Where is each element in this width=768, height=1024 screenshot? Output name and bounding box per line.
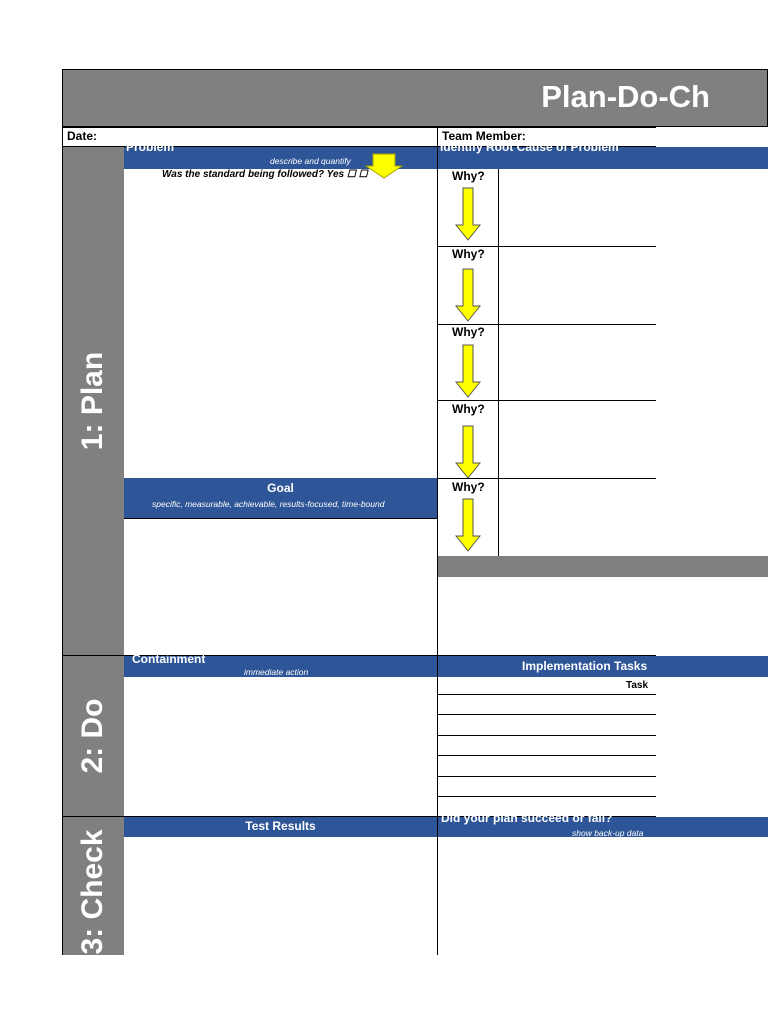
down-arrow-icon xyxy=(455,344,481,398)
page-bottom-margin xyxy=(0,955,768,1024)
page-title: Plan-Do-Ch xyxy=(541,79,710,114)
clip-mask xyxy=(656,677,768,817)
clip-mask xyxy=(656,169,768,556)
why-label-4: Why? xyxy=(452,402,485,416)
down-arrow-icon xyxy=(455,425,481,479)
containment-subtitle: immediate action xyxy=(244,667,309,677)
plan-result-title: Did your plan succeed or fail? xyxy=(441,811,613,825)
root-cause-title: Identify Root Cause of Problem xyxy=(440,140,619,154)
why-column-divider xyxy=(498,169,499,556)
down-arrow-icon xyxy=(455,187,481,241)
standard-question: Was the standard being followed? Yes ☐ ☐ xyxy=(162,169,368,180)
problem-title: Problem xyxy=(126,140,175,154)
check-section-label: 3: Check xyxy=(76,829,109,955)
why-label-5: Why? xyxy=(452,480,485,494)
yes-no-checkboxes[interactable]: ☐ ☐ xyxy=(346,169,368,180)
containment-title: Containment xyxy=(132,652,206,666)
do-section-label: 2: Do xyxy=(76,698,109,774)
test-results-title: Test Results xyxy=(245,819,316,833)
team-member-label: Team Member: xyxy=(442,129,526,143)
goal-subtitle: specific, measurable, achievable, results-focused, time-bound xyxy=(152,499,385,509)
frame-top-line xyxy=(62,127,656,128)
why-label-1: Why? xyxy=(452,169,485,183)
root-cause-footer-bar xyxy=(438,556,768,577)
clip-mask xyxy=(656,577,768,656)
down-arrow-icon xyxy=(455,268,481,322)
task-row-line xyxy=(438,776,656,777)
task-column-header: Task xyxy=(626,680,649,691)
plan-section-label: 1: Plan xyxy=(76,351,109,451)
problem-subtitle: describe and quantify xyxy=(270,156,351,166)
task-row-line xyxy=(438,755,656,756)
task-row-line xyxy=(438,735,656,736)
task-row-line xyxy=(438,796,656,797)
date-label: Date: xyxy=(67,129,98,143)
implementation-title: Implementation Tasks xyxy=(522,659,648,673)
goal-header-bottom xyxy=(124,518,437,519)
task-row-line xyxy=(438,694,656,695)
why-row-divider xyxy=(438,400,656,401)
why-label-2: Why? xyxy=(452,247,485,261)
why-label-3: Why? xyxy=(452,325,485,339)
clip-mask xyxy=(656,127,768,147)
goal-title: Goal xyxy=(267,481,294,495)
plan-result-subtitle: show back-up data xyxy=(572,828,644,838)
down-arrow-icon xyxy=(455,498,481,552)
problem-arrow-icon xyxy=(365,153,403,179)
why-row-divider xyxy=(438,478,656,479)
task-row-line xyxy=(438,714,656,715)
